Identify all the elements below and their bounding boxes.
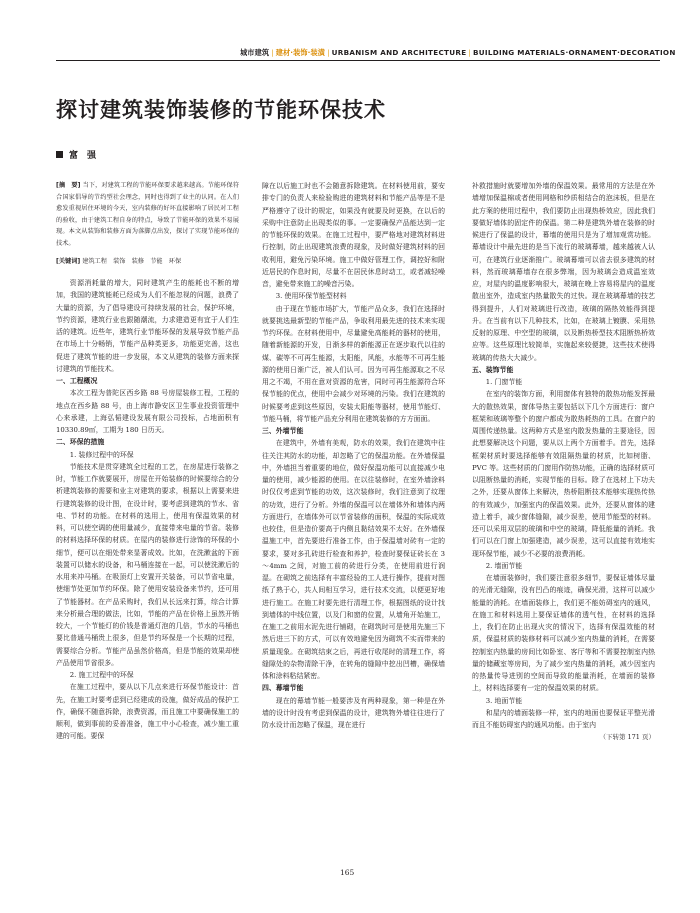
subsection-title: 3. 地面节能 [485, 696, 523, 705]
keywords [56, 256, 239, 268]
paragraph: 在建筑中，外墙有美观，防水的效果，我们在建筑中往往关注其防水的功能，却忽略了它的保温功能。在外墙保温中，外墙担当着重要的地位，做好保温功能可以直接减少电量的使用，减少能源的使用。在以往装修时，在室外墙涂料时仅仅考虑到节能的功效，这次装修时，我们注意到了纹理的功效，进行了分析。外墙的保温可以在墙体外和墙体内两方面进行，在墙体外可以节省装修的面积，保温的实际成效也较佳，但是造价要高于内侧且黏结效果不太好。在外墙保温施工中，首先要进行准备工作，由于保温墙对砖有一定的要求，要对多孔砖进行检查和养护，检查时要保证砖长在 3～4mm 之间，对施工前的砖进行分类，在使用前进行润湿。在砌筑之前选择有丰富经验的工人进行操作，提前对图纸了熟于心，共人间相互学习，进行技术交流，以便更好地进行施工。在施工时要先进行清理工作，根据图纸的设计找到墙体的中线位置，以及门和窗的位置，从墙角开始施工，在施工之前用水泥先进行铺砌，在砌筑时可是使用先施三下然后进三下的方式，可以有效地避免因为砌筑不实而带来的质量现象。在砌筑结束之后，再进行收尾时的清理工作，将缝隙处的杂物清除干净，在转角的缝隙中挖出凹槽，确保墙体和涂料粘结紧密。 [262, 439, 445, 680]
paragraph: 在施工过程中，要从以下几点来进行环保节能设计：首先，在施工时要考虑到已经建成的设施，做好成品的保护工作，确保不随意拆除，浪费资源，而且施工中要确保施工的顺利，做到事前的妥善准备，施工中小心检查，减少施工重建的可能。要保 [56, 683, 239, 741]
section-title: 一、工程概况 [56, 377, 98, 386]
continuation-note: （下转第 171 页） [599, 733, 655, 742]
subsection-title: 3. 使用环保节能型材料 [275, 292, 347, 301]
section-title: 三、外墙节能 [262, 427, 304, 435]
keywords-text: 建筑工程 装饰 装修 节能 环保 [82, 257, 182, 265]
abstract [56, 180, 239, 250]
author-marker [56, 151, 63, 158]
paragraph: 节能技术是贯穿建筑全过程的工艺，在房屋进行装修之时，节能工作就要展开，房屋在开始装修的时候要综合的分析建筑装修的需要和业主对建筑的要求，根据以上需要来进行建筑装修的设计图，在设计时，要考虑到建筑的节水、省电、节材的功能。在材料的选用上，使用有保温效果的材料，可以使空调的使用量减少，直接带来电量的节省。装修的材料选择环保的材质。在屋内的装修进行涂饰的环保的小细节，便可以在细处带来显著成效。比如，在洗漱盆的下面装置可以储水的设备，和马桶连接在一起，可以使洗漱后的水用来冲马桶。在吸顶灯上安置开关装备，可以节省电量，使细节处更加节约环保。除了使用安装设备来节约，还可用了节能器材。在产品采购时，我们从长远来打算，综合计算来分析最合理的做法，比如，节能的产品在价格上虽然开销较大，一个节能灯的价钱是普通灯泡的几倍，节水的马桶也要比普通马桶贵上很多，但是节约环保是一个长期的过程，需要综合分析。节能产品虽然价格高，但是节能的效果却使产品使用节省很多。 [56, 462, 239, 667]
paragraph: 本次工程为普陀区西乡路 88 号房屋装修工程，工程的地点在西乡路 88 号，由上海市静安区卫生事业投资管理中心来承建，上海弘韬建设发展有限公司投标，占地面积有 10330.89㎡，工期为 180 日历天。 [56, 389, 239, 435]
author-name: 富 强 [69, 151, 97, 161]
header-english-1: URBANISM AND ARCHITECTURE [331, 48, 467, 57]
intro-paragraph: 资源消耗量的增大，同时建筑产生的能耗也不断的增加，我国的建筑能耗已经成为人们不能忽视的问题，浪费了大量的资源，为了倡导建设可持续发展的社会，保护环境，节约资源，建筑行业也跟随潮流，力求建造更有宜于人们生活的建筑。近些年，建筑行业节能环保的发展导致节能产品在市场上十分畅销，节能产品种类更多，功能更完善，这也促进了建筑节能的进一步发展，本文从建筑的装修方面来探讨建筑的节能技术。 [56, 279, 239, 373]
page-number: 165 [340, 868, 355, 877]
section-title: 四、幕墙节能 [262, 684, 304, 693]
article-author [56, 148, 96, 161]
subsection-title: 1. 门窗节能 [485, 378, 523, 386]
subsection-title: 2. 施工过程中的环保 [69, 671, 134, 680]
header-subcategory: 建材·装饰·装潢 [275, 48, 326, 57]
header-separator: | [468, 48, 471, 57]
header-separator: | [271, 48, 274, 57]
header-english-2: BUILDING MATERIALS·ORNAMENT·DECORATION [472, 48, 676, 57]
column-3 [472, 180, 655, 744]
section-title: 五、装饰节能 [472, 365, 514, 374]
keywords-label: [关键词] [56, 257, 81, 265]
column-2 [262, 180, 445, 731]
paragraph: 在室内的装饰方面，利用窗体有独特的散热功能发挥最大的散热效果，窗体导热主要包括以下几个方面进行：窗户框架和玻璃等整个的窗户都成为散热耗热的工具。在窗户的周围传递热量。这两种方式是室内散发热量的主要途径，因此想要解决这个问题，要从以上两个方面着手。首先，选择框架材质时要选择能够有效阻隔热量的材质，比如树脂、PVC 等。这些材质的门窗用作防热功能，正确的选择材质可以阻断热量的消耗，实现节能的目标。除了在选材上下功夫之外，还要从窗体上来解决，热桥阻断技术能够实现热传热的有效减少，加强室内的保温效果。此外，还要从窗体的建造上着手，减少窗体缝隙，减少误差，使用节能型的材料。还可以采用双层的玻璃和中空的玻璃，降低能量的消耗。我们可以在门窗上加强建造，减少误差，这可以直接有效地实现环保节能，减少不必要的浪费消耗。 [472, 390, 655, 558]
article-title: 探讨建筑装饰装修的节能环保技术 [56, 98, 386, 122]
abstract-label: [摘 要] [56, 182, 81, 189]
header-rule [56, 60, 660, 61]
paragraph: 障在以后施工时也不会随意拆除建筑。在材料使用前，要安排专门的负责人来检验购进的建筑材料和节能产品等是不是严格遵守了设计的规定，如果没有就要及时更换，在以后的采购中注意防止出现类似的事。一定要确保产品能达到一定的节能环保的效果。在施工过程中，要严格地对建筑材料进行控制，防止出现建筑浪费的现象，及时做好建筑材料的回收利用，避免污染环境。施工中做好管理工作，调控好和附近居民的作息时间，尽量不在居民休息时动工，或者减轻噪音，避免带来施工的噪音污染。 [262, 182, 445, 288]
header-category: 城市建筑 [240, 48, 270, 57]
paragraph: 和屋内的墙面装修一样，室内的地面也要保证平整光滑而且不能妨碍室内的通风功能。由于室内 [472, 708, 655, 729]
header-separator: | [327, 48, 330, 57]
paragraph: 补救措施时就要增加外墙的保温效果。最常用的方法是在外墙增加保温棉或者使用网格和纱质相结合的泡沫板，但是在此方案的使用过程中，我们要防止出现热桥效应，因此我们要做好墙体的固定件的保温。第二种是建筑外墙在装修的时候进行了保温的设计，幕墙的使用只是为了增加观赏功能。幕墙设计中最先进的是当下流行的玻璃幕墙，越来越被人认可，在建筑行业逐渐推广。玻璃幕墙可以省去很多建筑的材料，然而玻璃幕墙存在很多弊端，因为玻璃会造成温室效应，对屋内的温度影响很大，玻璃在晚上容易将屋内的温度散出室外，造成室内热量散失的过快。现在玻璃幕墙的技艺得到提升，人们对玻璃进行改造，玻璃的隔热效能得到提升。在当前有以下几种技术，比如，在玻璃上镀膜、采用热反射的原理、中空型的玻璃，以及断热桥型技术阻断热桥效应等。这些原理比较简单，实施起来较便捷，这些技术使得玻璃的传热大大减少。 [472, 182, 655, 362]
running-header [240, 48, 676, 58]
paragraph: 在墙面装修时，我们要注意很多细节，要保证墙体尽量的光滑无缝隙，没有凹凸的痕迹，确保光滑，这样可以减少能量的消耗。在墙面装修上，我们更不能妨碍室内的通风，在施工和材料选用上要保证墙体的透气性，在材料的选择上，我们在防止出现火灾的情况下，选择有保温效能的材质，保温材质的装修材料可以减少室内热量的消耗，在需要控制室内热量的房间比如卧室、客厅等和不需要控制室内热量的储藏室等房间，为了减少室内热量的消耗，减少因室内的热量传导进别的空间而导致的能量消耗，在墙面的装修上，材料选择要有一定的保温效果的材质。 [472, 574, 655, 693]
paragraph: 现在的幕墙节能一般要涉及有两种现象，第一种是在外墙的设计时没有考虑到保温的设计，建筑物外墙往往进行了防水设计而忽略了保温，现在进行 [262, 696, 445, 729]
subsection-title: 1. 装修过程中的环保 [69, 450, 134, 459]
subsection-title: 2. 墙面节能 [485, 561, 523, 570]
abstract-text: 当下，对建筑工程的节能环保要求越来越高。节能环保符合国家倡导的节约型社会理念，同时也得到了业主的认同。在人们愈发重视居住环境的今天，室内装修的好坏直接影响了居民对工程的验收，由于建筑工程自身的特点，导致了节能环保的效果不易展现。本文从装饰和装修方面为落脚点出发，探讨了实现节能环保的技术。 [56, 182, 240, 247]
column-1 [56, 180, 239, 743]
section-title: 二、环保的措施 [56, 438, 105, 447]
paragraph: 由于现在节能市场扩大，节能产品众多，我们在选择时就要挑选最新型的节能产品，争取利用最先进的技术来实现节约环保。在材料使用中，尽量避免高能耗的器材的使用，随着新能源的开发，日渐多样的新能源正在逐步取代以往的煤、碳等不可再生能源，太阳能，风能，水能等不可再生能源的使用日渐广泛，被人们认可。因为可再生能源取之不尽用之不竭，不用在意对资源的危害，同时可再生能源符合环保节能的优点，使用中会减少对环境的污染。我们在建筑的时候要考虑到这些原因，安装太阳能等器材，使用节能灯、节能马桶，将节能产品充分利用在建筑装修的方方面面。 [262, 304, 445, 423]
